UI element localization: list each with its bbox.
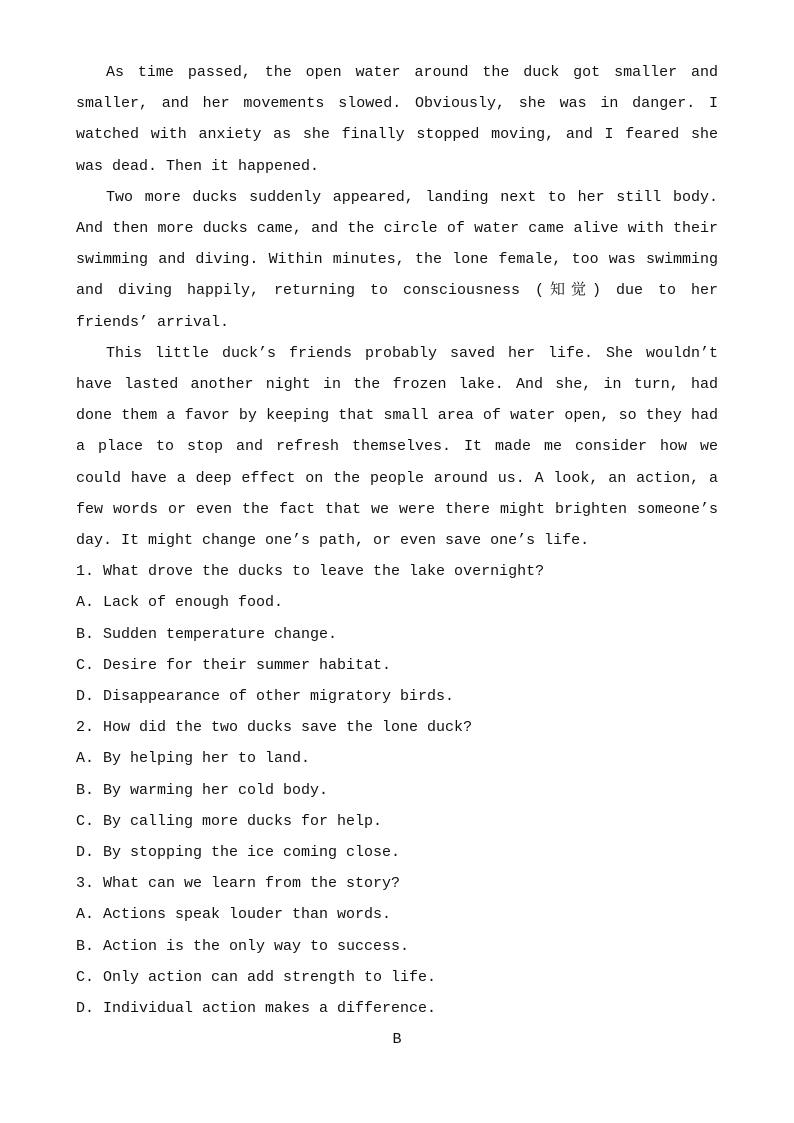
passage-paragraph-2: Two more ducks suddenly appeared, landing next to her still body. And then more ducks came, and the circle of water came alive with their swimming and diving. Within minutes, the lone female, too was swimming and diving happily, returning to consciousness (知觉) due to her friends’ arrival. bbox=[76, 188, 718, 331]
document-page bbox=[76, 57, 718, 1056]
question-2 bbox=[76, 712, 718, 868]
section-heading-b: B bbox=[392, 1031, 402, 1049]
option-a: A. By helping her to land. bbox=[76, 750, 311, 768]
question-3 bbox=[76, 868, 718, 1024]
option-c: C. Only action can add strength to life. bbox=[76, 968, 437, 986]
option-b: B. By warming her cold body. bbox=[76, 781, 329, 799]
option-c: C. By calling more ducks for help. bbox=[76, 812, 383, 830]
option-d: D. Individual action makes a difference. bbox=[76, 1000, 437, 1018]
option-c: C. Desire for their summer habitat. bbox=[76, 656, 392, 674]
question-stem: 1. What drove the ducks to leave the lake overnight? bbox=[76, 563, 545, 581]
passage-paragraph-3: This little duck’s friends probably saved her life. She wouldn’t have lasted another night in the frozen lake. And she, in turn, had done them a favor by keeping that small area of water open, so they had a place to stop and refresh themselves. It made me consider how we could have a deep effect on the people around us. A look, an action, a few words or even the fact that we were there might brighten someone’s day. It might change one’s path, or even save one’s life. bbox=[76, 344, 718, 550]
passage bbox=[76, 57, 718, 556]
option-d: D. By stopping the ice coming close. bbox=[76, 844, 401, 862]
passage-paragraph-1: As time passed, the open water around the duck got smaller and smaller, and her movements slowed. Obviously, she was in danger. I watched with anxiety as she finally stopped moving, and I feared she was dead. Then it happened. bbox=[76, 64, 718, 175]
question-stem: 3. What can we learn from the story? bbox=[76, 875, 401, 893]
question-1 bbox=[76, 556, 718, 712]
question-stem: 2. How did the two ducks save the lone duck? bbox=[76, 719, 473, 737]
option-a: A. Actions speak louder than words. bbox=[76, 906, 392, 924]
option-a: A. Lack of enough food. bbox=[76, 594, 284, 612]
option-b: B. Action is the only way to success. bbox=[76, 937, 410, 955]
option-b: B. Sudden temperature change. bbox=[76, 625, 338, 643]
option-d: D. Disappearance of other migratory birds. bbox=[76, 688, 455, 706]
